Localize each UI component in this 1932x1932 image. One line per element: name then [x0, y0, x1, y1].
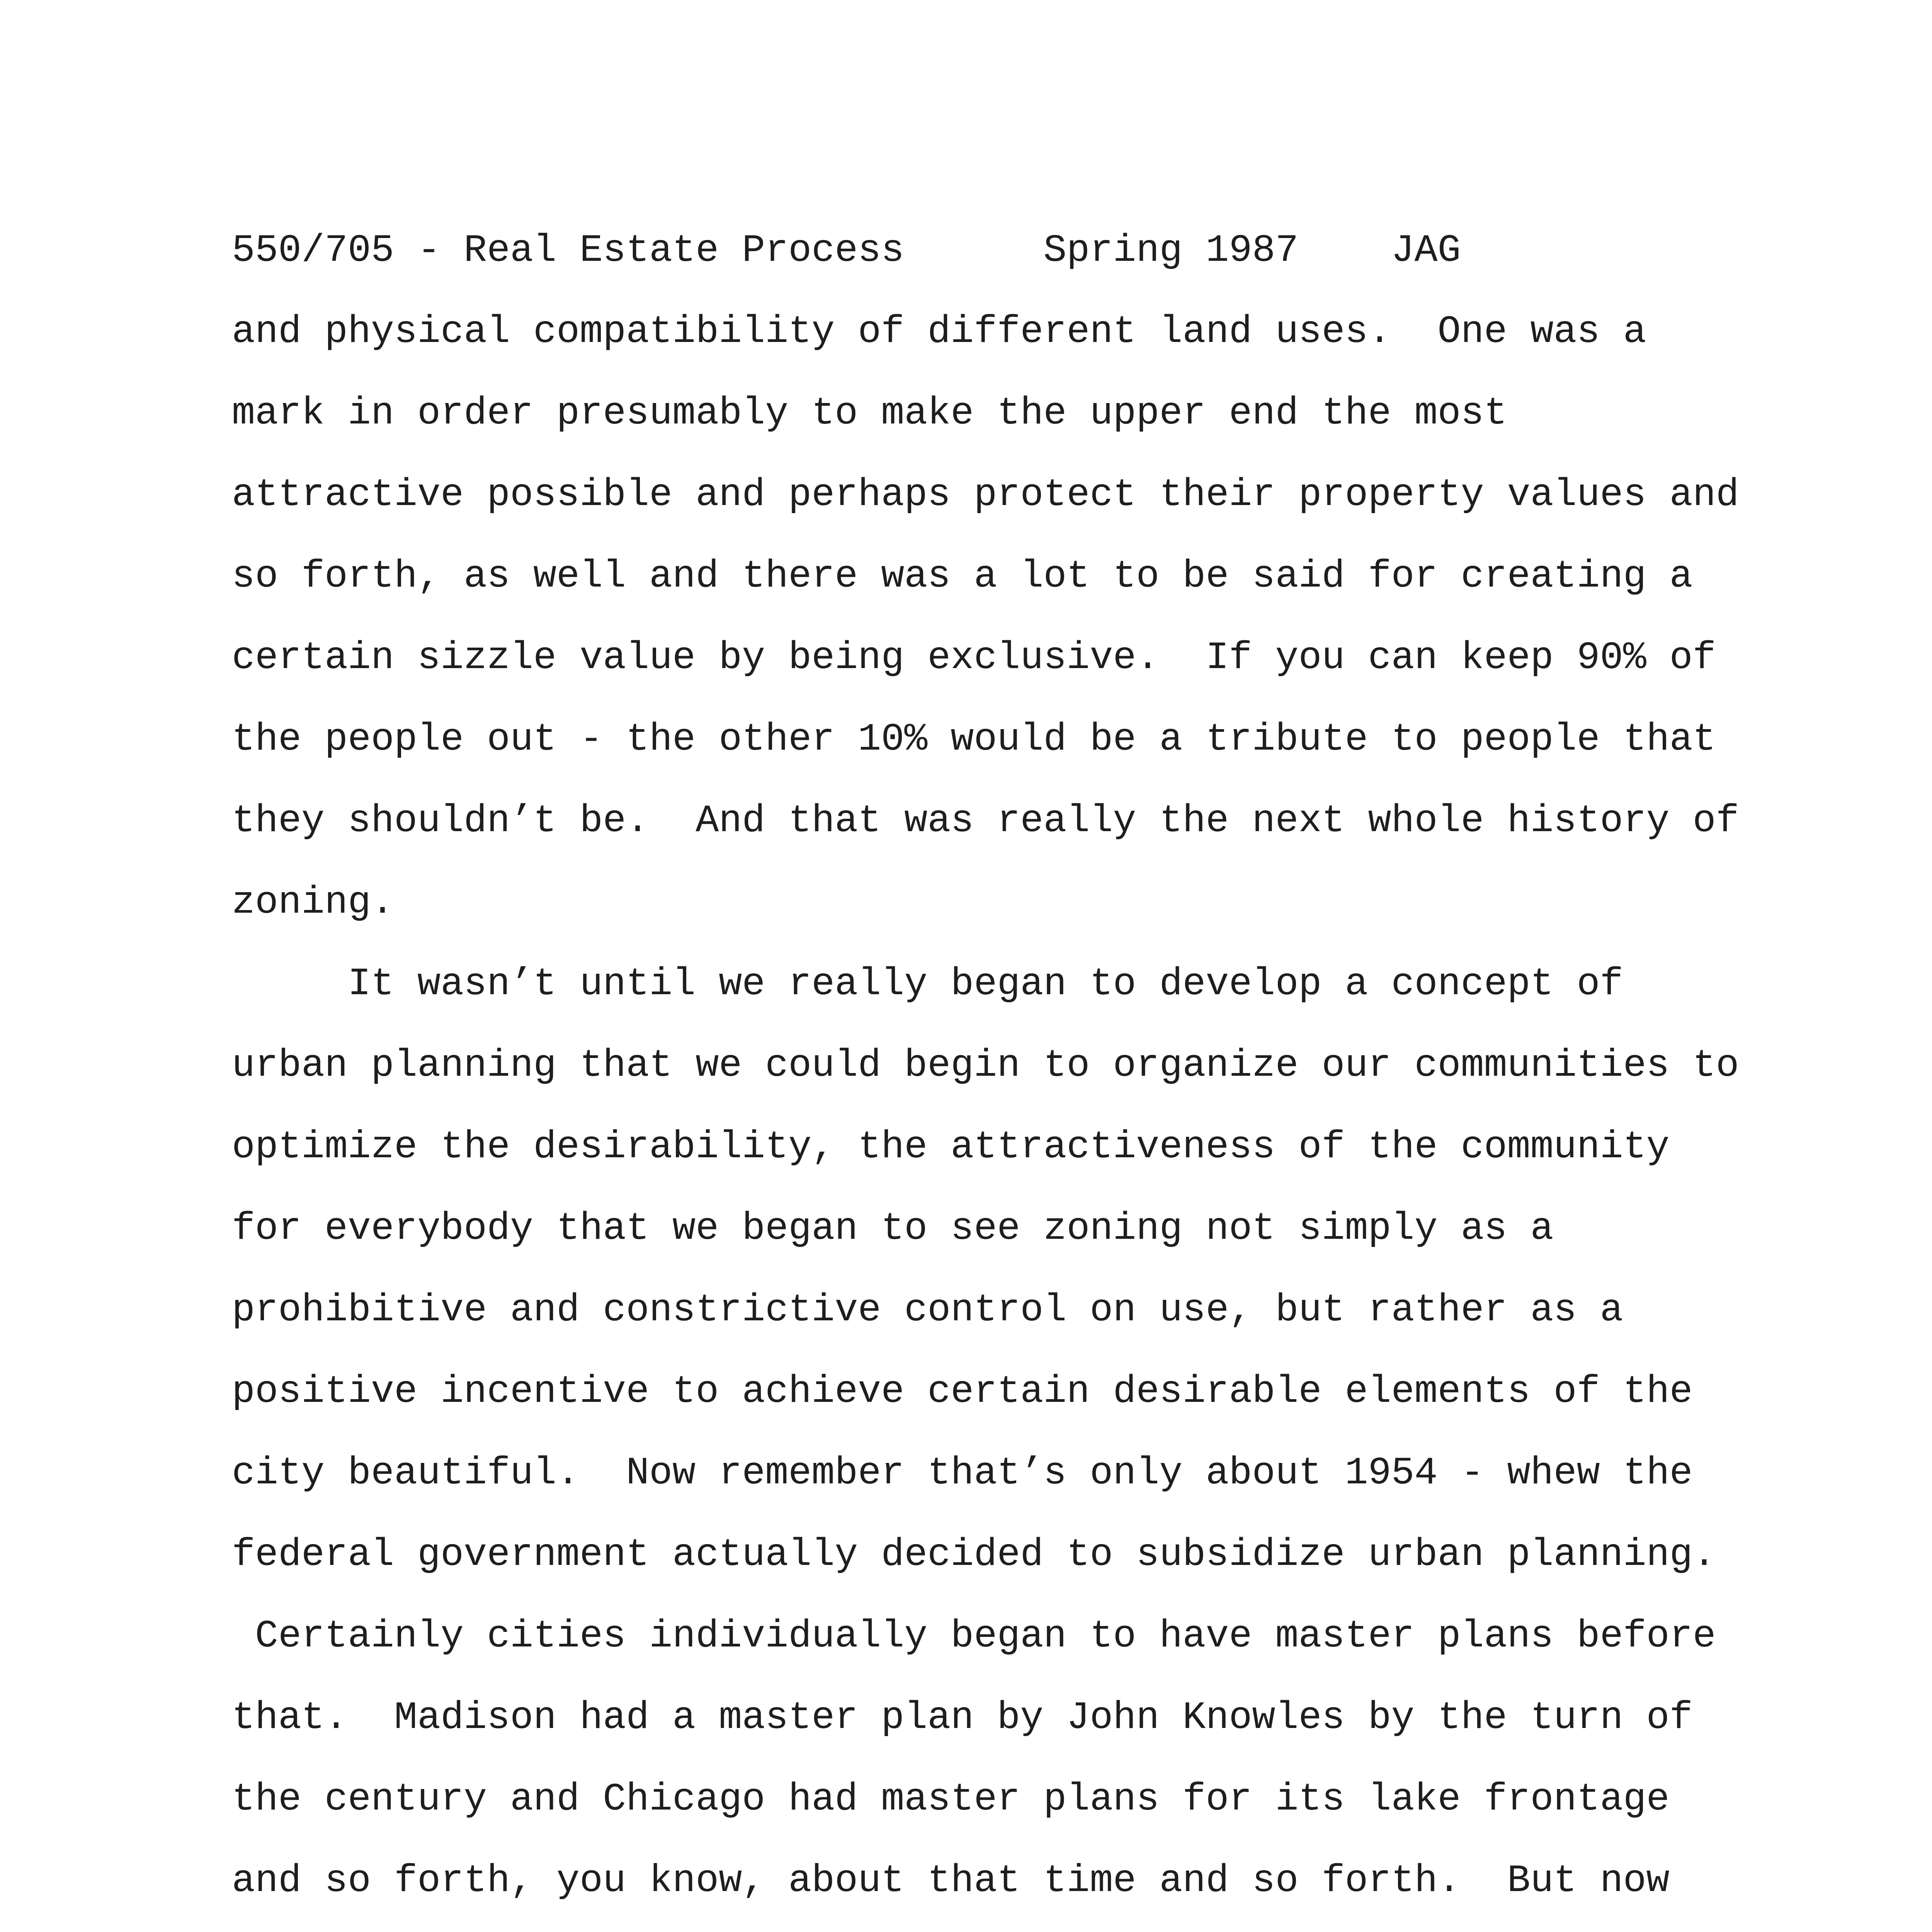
transcript-body: [232, 309, 1758, 1932]
running-header: [232, 228, 1461, 274]
text-line: that. Madison had a master plan by John Knowles by the turn of: [232, 1696, 1693, 1740]
text-line: zoning.: [232, 881, 395, 925]
author-initials: JAG: [1391, 229, 1461, 273]
text-line: mark in order presumably to make the upper end the most: [232, 392, 1507, 435]
text-line: prohibitive and constrictive control on use, but rather as a: [232, 1289, 1623, 1332]
text-line: the century and Chicago had master plans for its lake frontage: [232, 1778, 1670, 1821]
text-line: and so forth, you know, about that time and so forth. But now: [232, 1859, 1670, 1903]
text-line: city beautiful. Now remember that’s only about 1954 - whew the: [232, 1452, 1693, 1495]
text-line: federal government actually decided to subsidize urban planning.: [232, 1533, 1716, 1577]
text-line: positive incentive to achieve certain desirable elements of the: [232, 1370, 1693, 1414]
text-line: and physical compatibility of different land uses. One was a: [232, 310, 1646, 354]
text-line: they shouldn’t be. And that was really the next whole history of: [232, 799, 1739, 843]
paragraph-start-line: It wasn’t until we really began to develop a concept of: [232, 963, 1623, 1006]
text-line: so forth, as well and there was a lot to be said for creating a: [232, 555, 1693, 599]
text-line: certain sizzle value by being exclusive. If you can keep 90% of: [232, 636, 1716, 680]
text-line: urban planning that we could begin to organize our communities to: [232, 1044, 1739, 1088]
text-line: attractive possible and perhaps protect their property values and: [232, 473, 1739, 517]
course-title: 550/705 - Real Estate Process: [232, 229, 905, 273]
text-line: the people out - the other 10% would be a tribute to people that: [232, 718, 1716, 762]
term: Spring 1987: [1043, 229, 1299, 273]
text-line: for everybody that we began to see zoning not simply as a: [232, 1207, 1554, 1251]
text-line: Certainly cities individually began to have master plans before: [232, 1615, 1716, 1658]
text-line: optimize the desirability, the attractiveness of the community: [232, 1126, 1670, 1169]
